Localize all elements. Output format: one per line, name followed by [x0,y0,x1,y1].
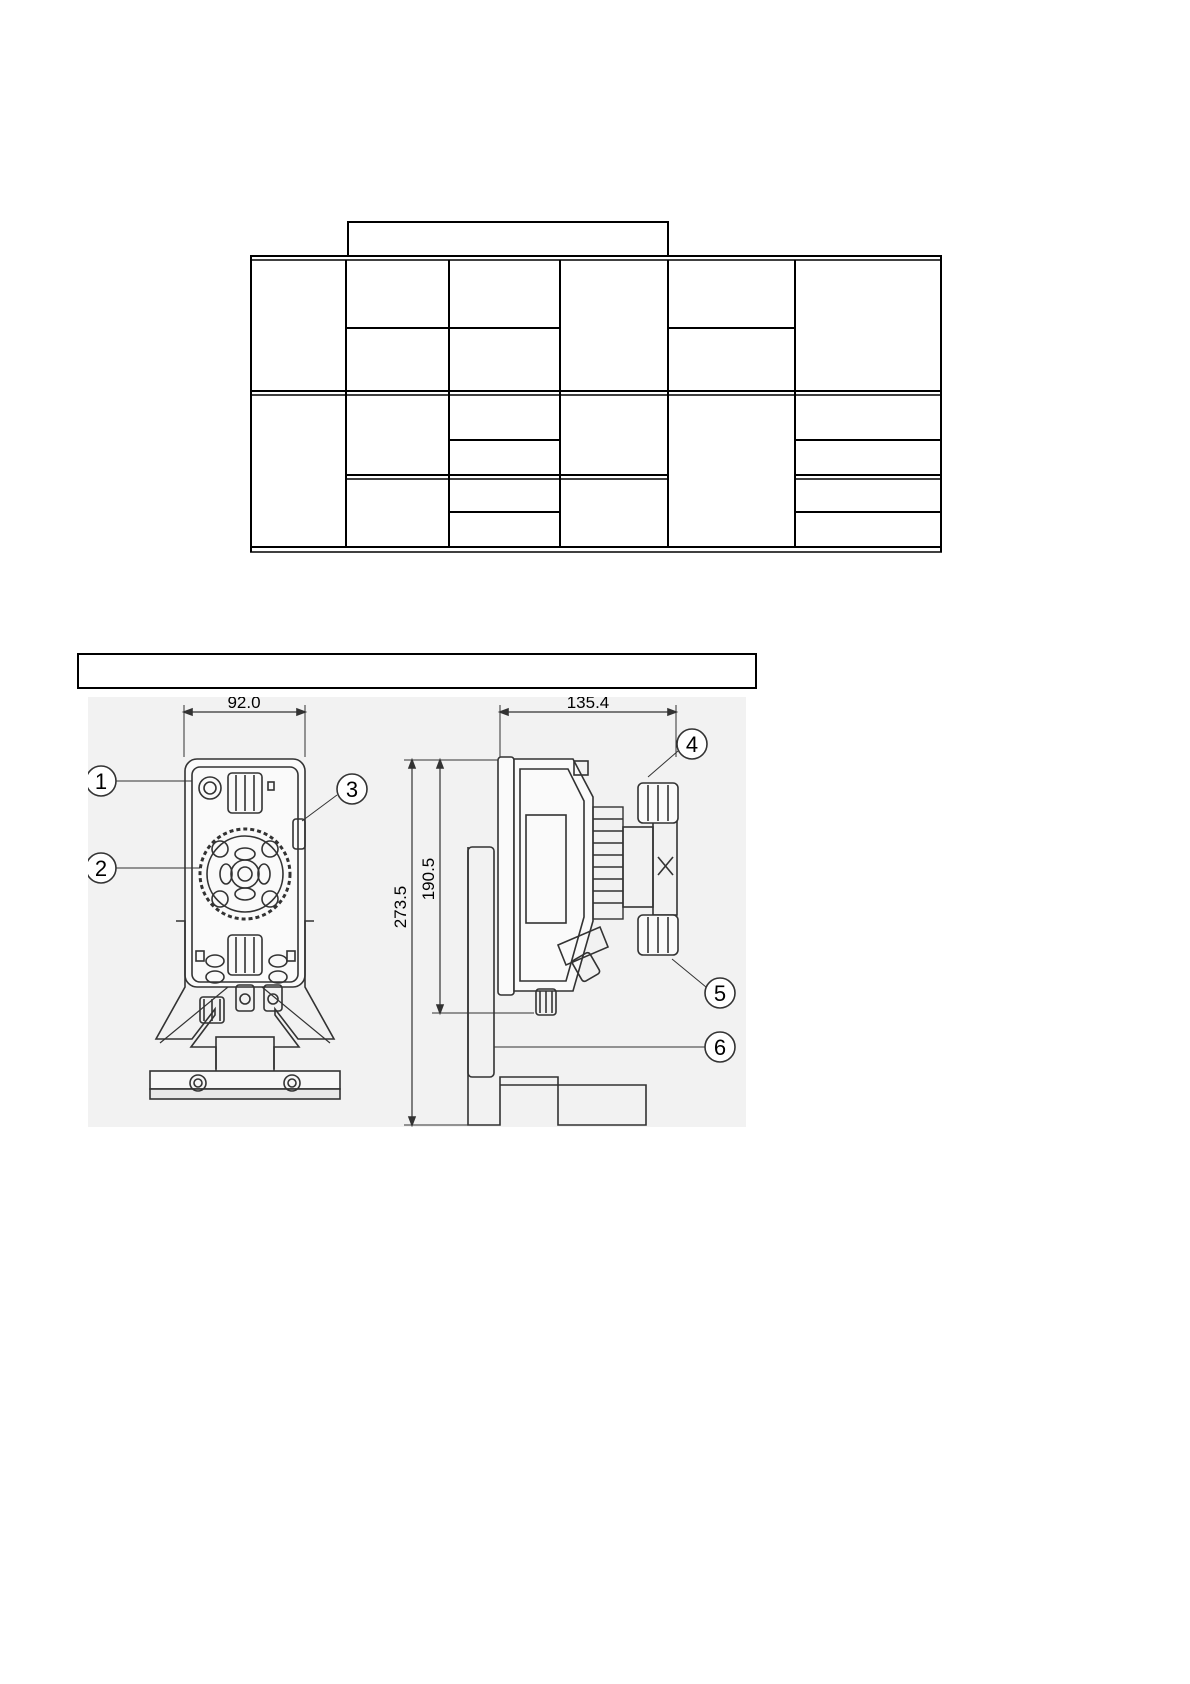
svg-text:3: 3 [345,777,359,802]
dim-pump-height: 190.5 [419,857,438,901]
dim-total-height: 273.5 [391,885,410,929]
pump-drawing-svg [88,697,746,1127]
svg-text:4: 4 [685,732,699,757]
spec-table [250,255,942,554]
spec-table-grid [250,255,942,554]
svg-text:2: 2 [94,856,108,881]
dim-side-depth: 135.4 [566,697,610,712]
svg-text:6: 6 [713,1035,727,1060]
svg-text:5: 5 [713,981,727,1006]
pump-dimension-drawing [88,697,746,1127]
figure-caption-box [77,653,757,689]
table-caption-box [347,221,669,256]
svg-text:1: 1 [94,769,108,794]
dim-front-width: 92.0 [227,697,261,712]
